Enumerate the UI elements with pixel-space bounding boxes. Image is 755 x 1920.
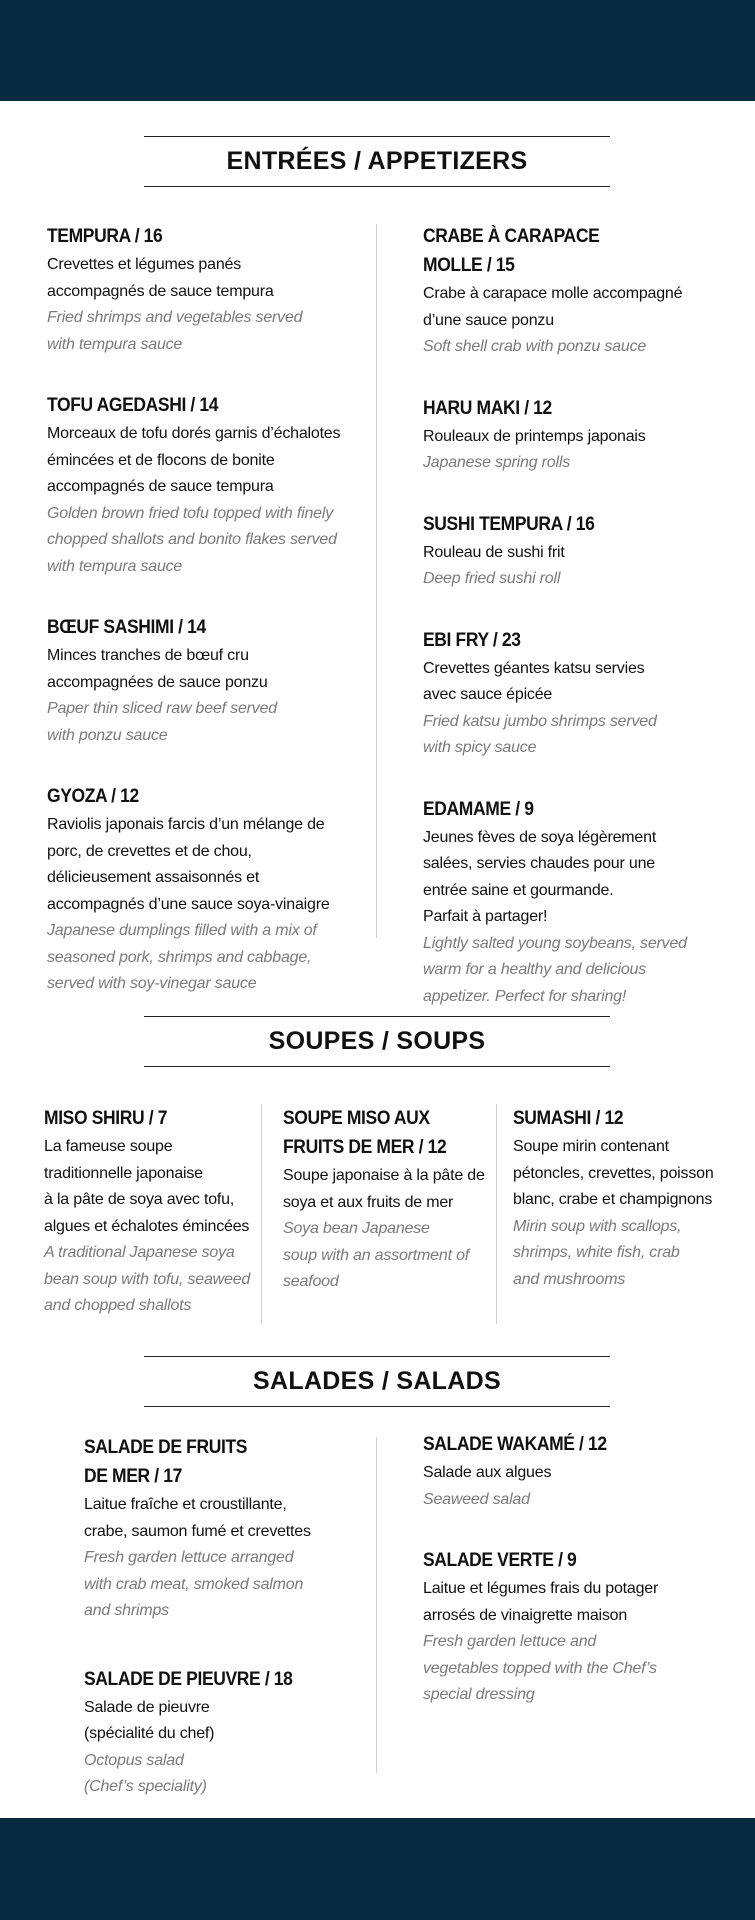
item-title: EDAMAME / 9 (423, 798, 534, 820)
item-description-en: Golden brown fried tofu topped with finely chopped shallots and bonito flakes served with tempura sauce (47, 504, 337, 575)
item-description-en: Mirin soup with scallops, shrimps, white fish, crab and mushrooms (513, 1217, 682, 1288)
item-description-fr: Laitue fraîche et croustillante, crabe, saumon fumé et crevettes (84, 1496, 311, 1540)
item-description-fr: Minces tranches de bœuf cru accompagnées de sauce ponzu (47, 647, 268, 691)
menu-item (423, 1430, 723, 1513)
salads-column-divider (376, 1437, 377, 1773)
menu-item (423, 510, 743, 593)
item-title: BŒUF SASHIMI / 14 (47, 617, 206, 638)
item-description-en: Lightly salted young soybeans, served warm for a healthy and delicious appetizer. Perfect for sharing! (423, 934, 687, 1005)
salads-heading: SALADES / SALADS (144, 1356, 610, 1407)
menu-item (423, 222, 743, 361)
menu-item (513, 1104, 743, 1293)
item-description-fr: Crabe à carapace molle accompagné d’une sauce ponzu (423, 285, 683, 329)
item-description-fr: Raviolis japonais farcis d’un mélange de porc, de crevettes et de chou, délicieusement assaisonnés et accompagnés d’une sauce soya-vinaigre (47, 816, 330, 913)
appetizers-left-column (47, 222, 367, 998)
item-description-en: Octopus salad (Chef’s speciality) (84, 1751, 207, 1795)
item-description-en: Fresh garden lettuce arranged with crab meat, smoked salmon and shrimps (84, 1549, 304, 1619)
item-description-en: Japanese dumplings filled with a mix of seasoned pork, shrimps and cabbage, served with soy-vinegar sauce (47, 922, 317, 992)
appetizers-column-divider (376, 224, 377, 938)
item-description-en: Soya bean Japanese soup with an assortment of seafood (283, 1220, 470, 1290)
item-description-en: Fresh garden lettuce and vegetables topped with the Chef’s special dressing (423, 1633, 657, 1703)
item-title: TEMPURA / 16 (47, 226, 163, 247)
item-description-en: Fried katsu jumbo shrimps served with spicy sauce (423, 712, 657, 756)
item-description-fr: Rouleaux de printemps japonais (423, 427, 646, 445)
item-title: SALADE DE PIEUVRE / 18 (84, 1668, 293, 1690)
menu-item (84, 1433, 364, 1625)
item-description-en: Seaweed salad (423, 1490, 530, 1508)
item-title: MISO SHIRU / 7 (44, 1108, 168, 1129)
menu-item (47, 222, 367, 358)
item-description-fr: Morceaux de tofu dorés garnis d’échalotes émincées et de flocons de bonite accompagnés de sauce tempura (47, 425, 341, 495)
menu-item (47, 613, 367, 749)
item-title: TOFU AGEDASHI / 14 (47, 395, 219, 416)
item-description-en: Fried shrimps and vegetables served with tempura sauce (47, 309, 303, 353)
menu-item (423, 795, 743, 1011)
menu-item (44, 1104, 259, 1320)
appetizers-heading: ENTRÉES / APPETIZERS (144, 136, 610, 187)
item-title: SALADE WAKAMÉ / 12 (423, 1434, 607, 1455)
menu-item (283, 1104, 495, 1296)
menu-item (423, 626, 743, 762)
item-description-fr: Crevettes et légumes panés accompagnés de sauce tempura (47, 256, 274, 300)
footer-band (0, 1818, 755, 1920)
item-description-en: Deep fried sushi roll (423, 570, 561, 587)
soups-column-1 (44, 1104, 259, 1320)
soups-column-divider (261, 1104, 262, 1324)
item-description-fr: Rouleau de sushi frit (423, 543, 565, 561)
item-description-fr: La fameuse soupe traditionnelle japonaise à la pâte de soya avec tofu, algues et échalotes émincées (44, 1138, 250, 1235)
soups-column-2 (283, 1104, 495, 1296)
salads-right-column (423, 1430, 723, 1709)
item-description-en: Soft shell crab with ponzu sauce (423, 338, 647, 355)
item-description-fr: Salade aux algues (423, 1464, 552, 1481)
soups-column-3 (513, 1104, 743, 1293)
item-title: CRABE À CARAPACE MOLLE / 15 (423, 226, 600, 276)
item-title: SOUPE MISO AUX FRUITS DE MER / 12 (283, 1108, 447, 1158)
menu-item (47, 782, 367, 998)
item-description-fr: Soupe mirin contenant pétoncles, crevettes, poisson blanc, crabe et champignons (513, 1138, 714, 1208)
item-description-fr: Soupe japonaise à la pâte de soya et aux fruits de mer (283, 1167, 485, 1211)
menu-item (47, 391, 367, 580)
item-description-en: A traditional Japanese soya bean soup with tofu, seaweed and chopped shallots (44, 1244, 251, 1314)
item-title: GYOZA / 12 (47, 786, 139, 807)
appetizers-right-column (423, 222, 743, 1010)
item-title: SALADE VERTE / 9 (423, 1550, 577, 1571)
item-description-fr: Crevettes géantes katsu servies avec sauce épicée (423, 659, 645, 703)
item-description-fr: Laitue et légumes frais du potager arrosés de vinaigrette maison (423, 1580, 659, 1624)
item-description-en: Paper thin sliced raw beef served with ponzu sauce (47, 700, 277, 744)
menu-item (423, 394, 743, 477)
item-title: SUMASHI / 12 (513, 1108, 624, 1129)
item-description-fr: Jeunes fèves de soya légèrement salées, servies chaudes pour une entrée saine et gourmande. Parfait à partager! (423, 828, 657, 925)
item-title: HARU MAKI / 12 (423, 397, 552, 419)
soups-heading: SOUPES / SOUPS (144, 1016, 610, 1067)
salads-left-column (84, 1433, 364, 1801)
item-title: EBI FRY / 23 (423, 629, 521, 651)
menu-item (423, 1546, 723, 1709)
item-description-en: Japanese spring rolls (423, 454, 570, 471)
item-description-fr: Salade de pieuvre (spécialité du chef) (84, 1698, 215, 1742)
soups-column-divider (496, 1104, 497, 1324)
header-band (0, 0, 755, 101)
item-title: SALADE DE FRUITS DE MER / 17 (84, 1437, 248, 1487)
item-title: SUSHI TEMPURA / 16 (423, 513, 595, 535)
menu-item (84, 1665, 364, 1801)
